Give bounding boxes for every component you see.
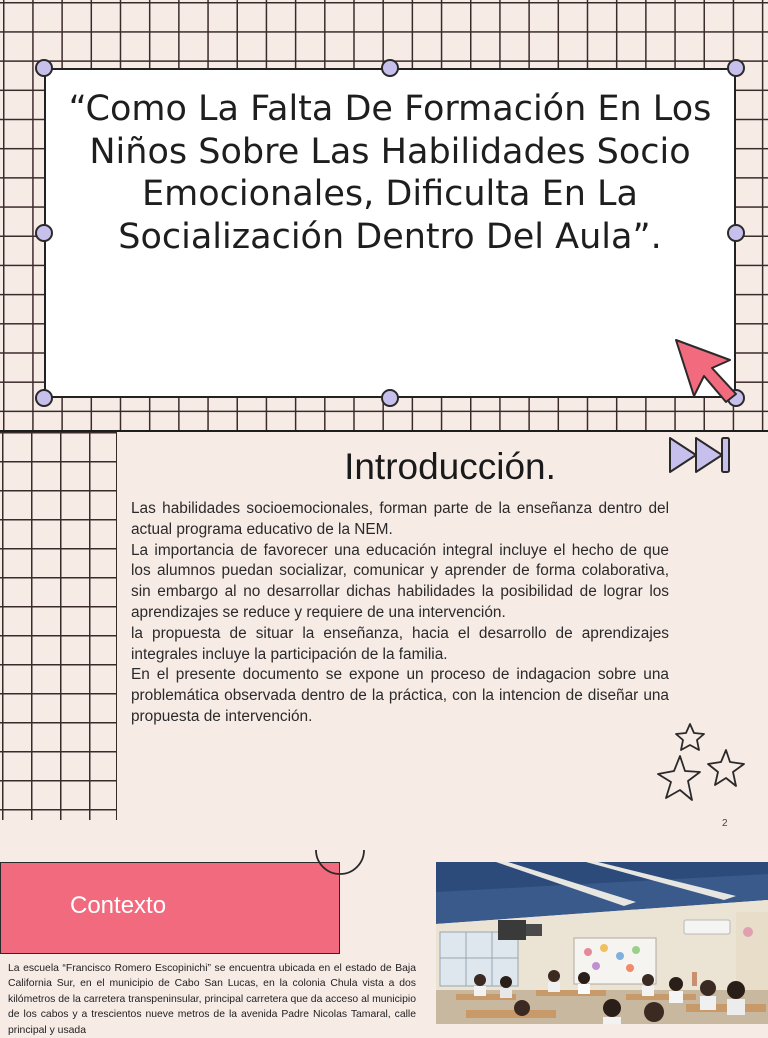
context-body: La escuela “Francisco Romero Escopinichi” se encuentra ubicada en el estado de Baja California Sur, en el municipio de Cabo San Lucas, en la colonia Chula vista a dos kilómetros de la carretera transpeninsular, principal carretera que da acceso al municipio de los cabos y a trescientos nueve metros de la avenida Padre Nicolas Tamaral, calle principal y usada — [8, 963, 416, 1036]
intro-paragraph: La importancia de favorecer una educación integral incluye el hecho de que los alumnos puedan socializar, comunicar y aprender de forma colaborativa, sin embargo al no desarrollar dichas habilidades la posibilidad de lograr los aprendizajes se reduce y requiere de una intervención. — [131, 541, 669, 621]
frame-handle-middle-right[interactable] — [727, 224, 745, 242]
frame-handle-bottom-middle[interactable] — [381, 389, 399, 407]
intro-paragraph: Las habilidades socioemocionales, forman parte de la enseñanza dentro del actual programa educativo de la NEM. — [131, 500, 669, 538]
frame-handle-middle-left[interactable] — [35, 224, 53, 242]
fast-forward-icon — [668, 436, 732, 474]
intro-body — [131, 499, 669, 728]
intro-paragraph: la propuesta de situar la enseñanza, hacia el desarrollo de aprendizajes integrales incluye la participación de la familia. — [131, 624, 669, 663]
stars-icon — [652, 722, 748, 806]
classroom-photo — [436, 862, 768, 1024]
frame-handle-top-middle[interactable] — [381, 59, 399, 77]
context-banner — [0, 862, 340, 954]
frame-handle-top-left[interactable] — [35, 59, 53, 77]
circle-decoration — [314, 848, 366, 886]
frame-handle-top-right[interactable] — [727, 59, 745, 77]
context-heading: Contexto — [70, 892, 167, 919]
frame-handle-bottom-left[interactable] — [35, 389, 53, 407]
slide-title: “Como La Falta De Formación En Los Niños Sobre Las Habilidades Socio Emocionales, Dificulta En La Socialización Dentro Del Aula”. — [68, 89, 712, 257]
intro-paragraph: En el presente documento se expone un proceso de indagacion sobre una problemática observada dentro de la práctica, con la intencion de diseñar una propuesta de intervención. — [131, 666, 669, 725]
page-number: 2 — [722, 818, 728, 829]
intro-heading: Introducción. — [344, 446, 556, 487]
side-grid-decoration — [0, 432, 117, 820]
cursor-arrow-icon — [672, 338, 742, 404]
